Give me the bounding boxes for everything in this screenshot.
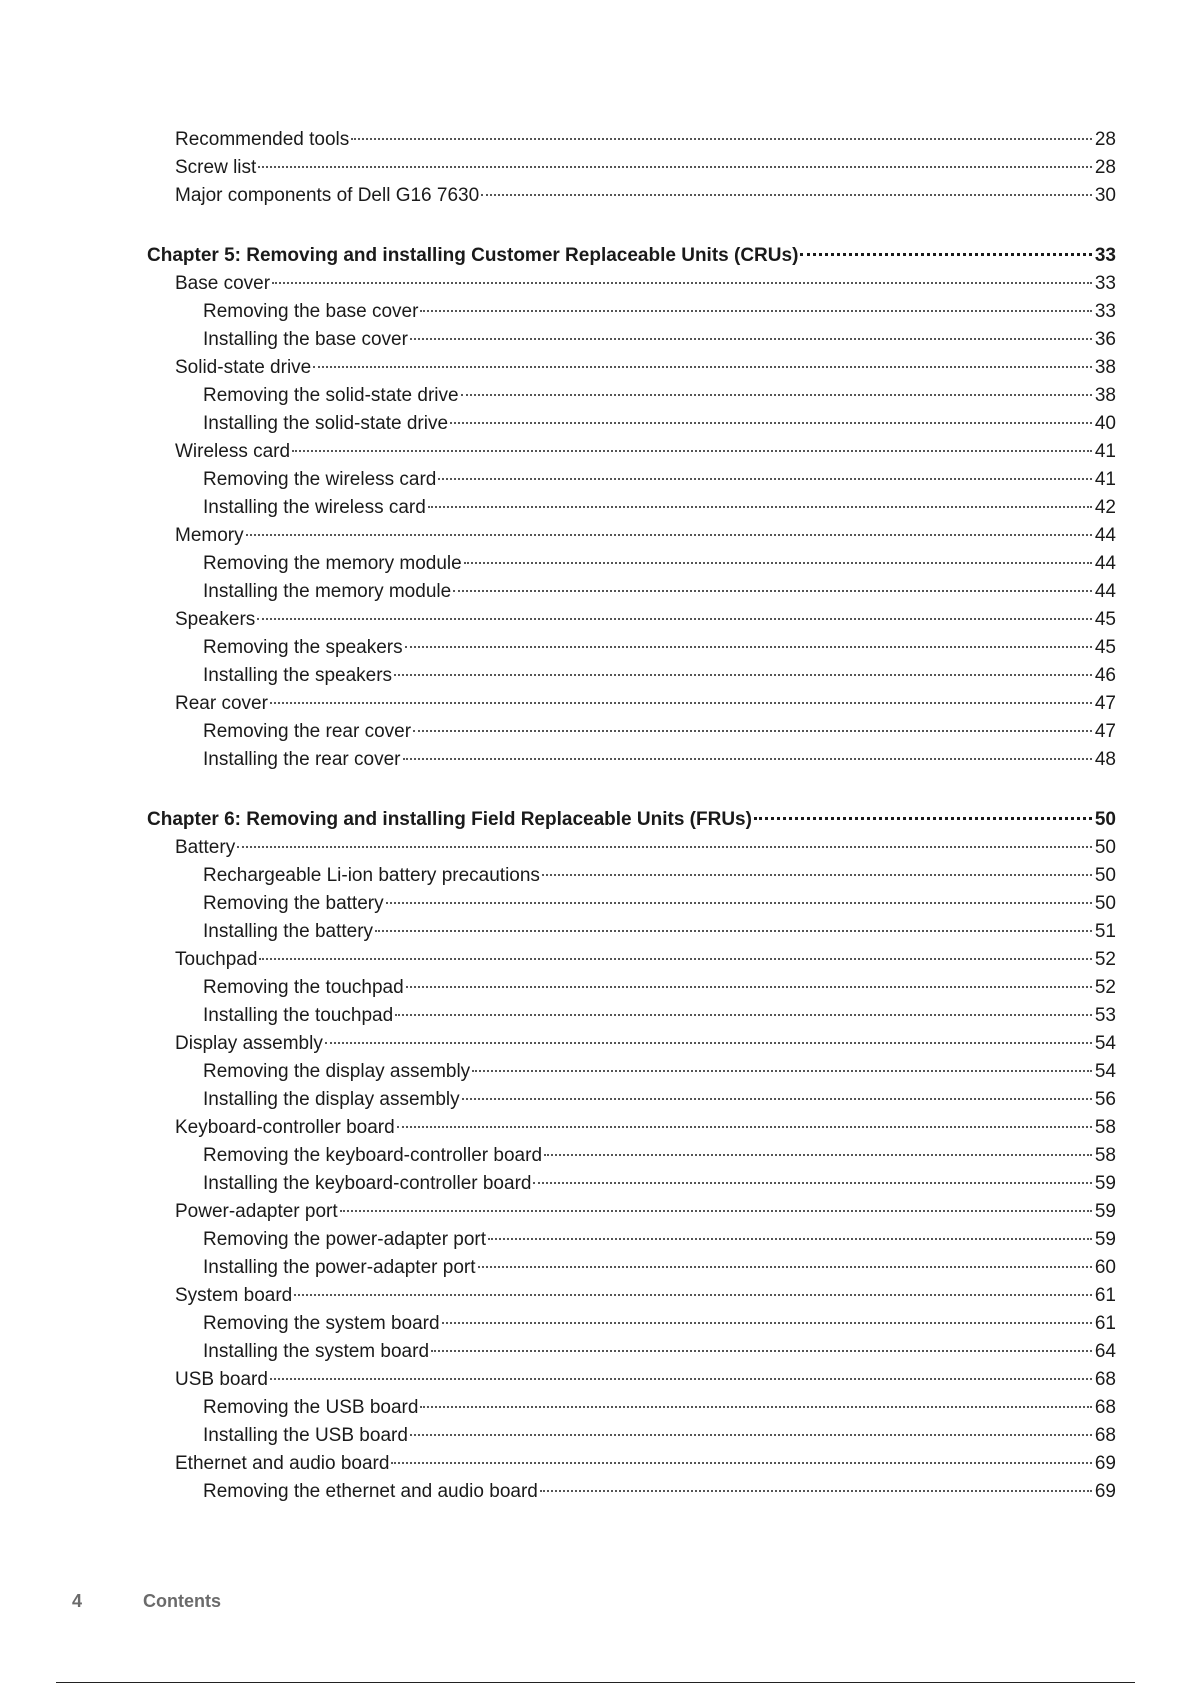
- dot-leader: [442, 1322, 1092, 1324]
- toc-entry[interactable]: [147, 1310, 1116, 1338]
- dot-leader: [259, 958, 1091, 960]
- toc-entry-page: 28: [1094, 129, 1116, 150]
- toc-entry-title: USB board: [175, 1369, 268, 1390]
- dot-leader: [394, 674, 1092, 676]
- toc-entry-page: 33: [1094, 273, 1116, 294]
- toc-entry-page: 69: [1094, 1453, 1116, 1474]
- toc-entry-title: Recommended tools: [175, 129, 350, 150]
- toc-entry-page: 40: [1094, 413, 1116, 434]
- toc-entry-title: Installing the memory module: [203, 581, 452, 602]
- toc-entry-title: Installing the USB board: [203, 1425, 408, 1446]
- toc-entry-page: 33: [1094, 245, 1116, 266]
- toc-entry-page: 44: [1094, 525, 1116, 546]
- dot-leader: [246, 534, 1092, 536]
- toc-entry-title: Speakers: [175, 609, 256, 630]
- toc-entry-title: Installing the keyboard-controller board: [203, 1173, 532, 1194]
- toc-entry-page: 47: [1094, 693, 1116, 714]
- toc-entry-page: 51: [1094, 921, 1116, 942]
- toc-entry[interactable]: [147, 690, 1116, 718]
- toc-entry-title: Screw list: [175, 157, 257, 178]
- toc-entry-title: Installing the battery: [203, 921, 374, 942]
- toc-entry[interactable]: [147, 354, 1116, 382]
- toc-entry-page: 59: [1094, 1173, 1116, 1194]
- dot-leader: [340, 1210, 1092, 1212]
- toc-entry[interactable]: [147, 438, 1116, 466]
- toc-entry[interactable]: [147, 834, 1116, 862]
- dot-leader: [431, 1350, 1092, 1352]
- toc-entry[interactable]: [147, 946, 1116, 974]
- toc-entry-title: Installing the power-adapter port: [203, 1257, 476, 1278]
- toc-entry-page: 44: [1094, 581, 1116, 602]
- toc-entry-page: 61: [1094, 1285, 1116, 1306]
- dot-leader: [257, 618, 1092, 620]
- toc-entry-page: 59: [1094, 1229, 1116, 1250]
- toc-entry[interactable]: [147, 182, 1116, 210]
- dot-leader: [325, 1042, 1092, 1044]
- toc-entry-page: 69: [1094, 1481, 1116, 1502]
- toc-entry-page: 68: [1094, 1425, 1116, 1446]
- toc-entry-title: Display assembly: [175, 1033, 323, 1054]
- toc-entry[interactable]: [147, 1366, 1116, 1394]
- toc-entry[interactable]: [147, 522, 1116, 550]
- toc-entry-title: Removing the speakers: [203, 637, 403, 658]
- toc-entry[interactable]: [147, 746, 1116, 774]
- toc-entry[interactable]: [147, 494, 1116, 522]
- table-of-contents: [147, 126, 1116, 1506]
- dot-leader: [386, 902, 1092, 904]
- toc-entry[interactable]: [147, 918, 1116, 946]
- toc-entry[interactable]: [147, 1450, 1116, 1478]
- footer-section-title: Contents: [143, 1591, 221, 1611]
- dot-leader: [292, 450, 1092, 452]
- toc-entry[interactable]: [147, 1338, 1116, 1366]
- dot-leader: [403, 758, 1092, 760]
- toc-entry-title: Removing the touchpad: [203, 977, 404, 998]
- dot-leader: [406, 986, 1092, 988]
- toc-entry-title: Removing the battery: [203, 893, 384, 914]
- dot-leader: [450, 422, 1092, 424]
- toc-entry-title: Removing the power-adapter port: [203, 1229, 487, 1250]
- toc-entry[interactable]: [147, 1254, 1116, 1282]
- toc-entry-title: Installing the base cover: [203, 329, 408, 350]
- toc-entry-page: 50: [1094, 809, 1116, 830]
- toc-chapter-entry[interactable]: [147, 806, 1116, 834]
- toc-entry-title: Installing the solid-state drive: [203, 413, 449, 434]
- toc-entry-page: 58: [1094, 1145, 1116, 1166]
- toc-entry[interactable]: [147, 634, 1116, 662]
- dot-leader: [375, 930, 1092, 932]
- toc-entry[interactable]: [147, 466, 1116, 494]
- toc-entry[interactable]: [147, 382, 1116, 410]
- toc-entry-title: Removing the rear cover: [203, 721, 412, 742]
- toc-entry-page: 58: [1094, 1117, 1116, 1138]
- toc-entry-page: 28: [1094, 157, 1116, 178]
- toc-entry-page: 45: [1094, 609, 1116, 630]
- dot-leader: [464, 562, 1092, 564]
- toc-entry-page: 64: [1094, 1341, 1116, 1362]
- footer-rule: [56, 1682, 1135, 1683]
- toc-entry-title: Chapter 6: Removing and installing Field Replaceable Units (FRUs): [147, 809, 752, 830]
- toc-entry-title: Installing the wireless card: [203, 497, 426, 518]
- toc-entry[interactable]: [147, 578, 1116, 606]
- toc-entry-page: 41: [1094, 469, 1116, 490]
- toc-entry-page: 54: [1094, 1061, 1116, 1082]
- toc-entry[interactable]: [147, 1478, 1116, 1506]
- toc-entry-page: 54: [1094, 1033, 1116, 1054]
- toc-entry-title: Installing the display assembly: [203, 1089, 460, 1110]
- toc-entry-page: 38: [1094, 385, 1116, 406]
- dot-leader: [313, 366, 1092, 368]
- toc-entry-title: Rechargeable Li-ion battery precautions: [203, 865, 540, 886]
- toc-entry-page: 50: [1094, 865, 1116, 886]
- toc-entry-title: System board: [175, 1285, 293, 1306]
- dot-leader: [258, 166, 1092, 168]
- dot-leader: [410, 338, 1092, 340]
- toc-entry[interactable]: [147, 126, 1116, 154]
- toc-entry-page: 41: [1094, 441, 1116, 462]
- toc-entry[interactable]: [147, 1086, 1116, 1114]
- toc-entry-title: Wireless card: [175, 441, 291, 462]
- dot-leader: [405, 646, 1092, 648]
- toc-entry-title: Base cover: [175, 273, 271, 294]
- toc-entry-page: 42: [1094, 497, 1116, 518]
- toc-entry-page: 68: [1094, 1397, 1116, 1418]
- toc-entry-title: Rear cover: [175, 693, 268, 714]
- toc-entry-title: Battery: [175, 837, 236, 858]
- dot-leader: [420, 1406, 1091, 1408]
- toc-entry-title: Removing the ethernet and audio board: [203, 1481, 538, 1502]
- toc-entry-title: Major components of Dell G16 7630: [175, 185, 480, 206]
- toc-entry-title: Removing the solid-state drive: [203, 385, 459, 406]
- toc-entry-title: Installing the system board: [203, 1341, 430, 1362]
- toc-entry-page: 52: [1094, 977, 1116, 998]
- toc-entry[interactable]: [147, 1142, 1116, 1170]
- toc-entry[interactable]: [147, 1030, 1116, 1058]
- dot-leader: [272, 282, 1092, 284]
- dot-leader: [391, 1462, 1091, 1464]
- dot-leader: [481, 194, 1092, 196]
- toc-entry-page: 47: [1094, 721, 1116, 742]
- toc-entry-title: Removing the memory module: [203, 553, 462, 574]
- toc-entry[interactable]: [147, 550, 1116, 578]
- toc-entry[interactable]: [147, 1198, 1116, 1226]
- toc-entry-page: 59: [1094, 1201, 1116, 1222]
- toc-entry-page: 36: [1094, 329, 1116, 350]
- dot-leader: [453, 590, 1092, 592]
- dot-leader: [540, 1490, 1092, 1492]
- toc-entry-page: 61: [1094, 1313, 1116, 1334]
- toc-entry-title: Installing the touchpad: [203, 1005, 394, 1026]
- toc-entry-title: Removing the base cover: [203, 301, 419, 322]
- dot-leader: [420, 310, 1091, 312]
- toc-entry[interactable]: [147, 606, 1116, 634]
- toc-entry[interactable]: [147, 890, 1116, 918]
- dot-leader: [462, 1098, 1092, 1100]
- dot-leader: [270, 702, 1092, 704]
- toc-entry-title: Chapter 5: Removing and installing Customer Replaceable Units (CRUs): [147, 245, 799, 266]
- dot-leader: [488, 1238, 1092, 1240]
- toc-entry[interactable]: [147, 1002, 1116, 1030]
- dot-leader: [544, 1154, 1092, 1156]
- toc-entry-title: Removing the USB board: [203, 1397, 419, 1418]
- toc-entry-title: Installing the rear cover: [203, 749, 401, 770]
- toc-entry-title: Power-adapter port: [175, 1201, 338, 1222]
- toc-entry-title: Removing the display assembly: [203, 1061, 471, 1082]
- dot-leader: [270, 1378, 1092, 1380]
- dot-leader: [294, 1294, 1092, 1296]
- toc-entry-page: 30: [1094, 185, 1116, 206]
- toc-entry-title: Removing the keyboard-controller board: [203, 1145, 543, 1166]
- dot-leader: [542, 874, 1092, 876]
- toc-entry-title: Installing the speakers: [203, 665, 393, 686]
- toc-entry-page: 60: [1094, 1257, 1116, 1278]
- dot-leader: [428, 506, 1092, 508]
- dot-leader: [533, 1182, 1091, 1184]
- dot-leader: [754, 817, 1092, 820]
- toc-entry[interactable]: [147, 1282, 1116, 1310]
- toc-entry-page: 33: [1094, 301, 1116, 322]
- toc-entry-page: 48: [1094, 749, 1116, 770]
- toc-entry[interactable]: [147, 1226, 1116, 1254]
- toc-entry[interactable]: [147, 862, 1116, 890]
- toc-entry[interactable]: [147, 1058, 1116, 1086]
- dot-leader: [472, 1070, 1092, 1072]
- dot-leader: [237, 846, 1092, 848]
- toc-entry[interactable]: [147, 1422, 1116, 1450]
- dot-leader: [478, 1266, 1092, 1268]
- toc-chapter-entry[interactable]: [147, 242, 1116, 270]
- toc-entry-page: 52: [1094, 949, 1116, 970]
- toc-entry[interactable]: [147, 718, 1116, 746]
- dot-leader: [461, 394, 1092, 396]
- toc-entry[interactable]: [147, 1114, 1116, 1142]
- dot-leader: [351, 138, 1092, 140]
- toc-entry-page: 56: [1094, 1089, 1116, 1110]
- toc-entry[interactable]: [147, 326, 1116, 354]
- toc-entry-page: 50: [1094, 893, 1116, 914]
- toc-entry-page: 45: [1094, 637, 1116, 658]
- footer-page-number: 4: [72, 1591, 83, 1611]
- toc-entry-page: 38: [1094, 357, 1116, 378]
- toc-entry-page: 46: [1094, 665, 1116, 686]
- dot-leader: [800, 253, 1091, 256]
- toc-entry-title: Keyboard-controller board: [175, 1117, 395, 1138]
- dot-leader: [397, 1126, 1092, 1128]
- toc-entry[interactable]: [147, 154, 1116, 182]
- toc-entry-title: Solid-state drive: [175, 357, 312, 378]
- toc-entry-page: 50: [1094, 837, 1116, 858]
- toc-entry-title: Touchpad: [175, 949, 258, 970]
- toc-entry[interactable]: [147, 298, 1116, 326]
- toc-entry-page: 44: [1094, 553, 1116, 574]
- toc-entry-title: Removing the system board: [203, 1313, 440, 1334]
- toc-entry[interactable]: [147, 270, 1116, 298]
- toc-entry-page: 53: [1094, 1005, 1116, 1026]
- toc-entry[interactable]: [147, 974, 1116, 1002]
- toc-entry-title: Removing the wireless card: [203, 469, 437, 490]
- dot-leader: [410, 1434, 1092, 1436]
- toc-entry-page: 68: [1094, 1369, 1116, 1390]
- toc-entry[interactable]: [147, 662, 1116, 690]
- toc-entry-title: Ethernet and audio board: [175, 1453, 390, 1474]
- dot-leader: [413, 730, 1092, 732]
- toc-entry[interactable]: [147, 410, 1116, 438]
- toc-entry[interactable]: [147, 1394, 1116, 1422]
- dot-leader: [438, 478, 1091, 480]
- dot-leader: [395, 1014, 1092, 1016]
- toc-entry-title: Memory: [175, 525, 244, 546]
- toc-entry[interactable]: [147, 1170, 1116, 1198]
